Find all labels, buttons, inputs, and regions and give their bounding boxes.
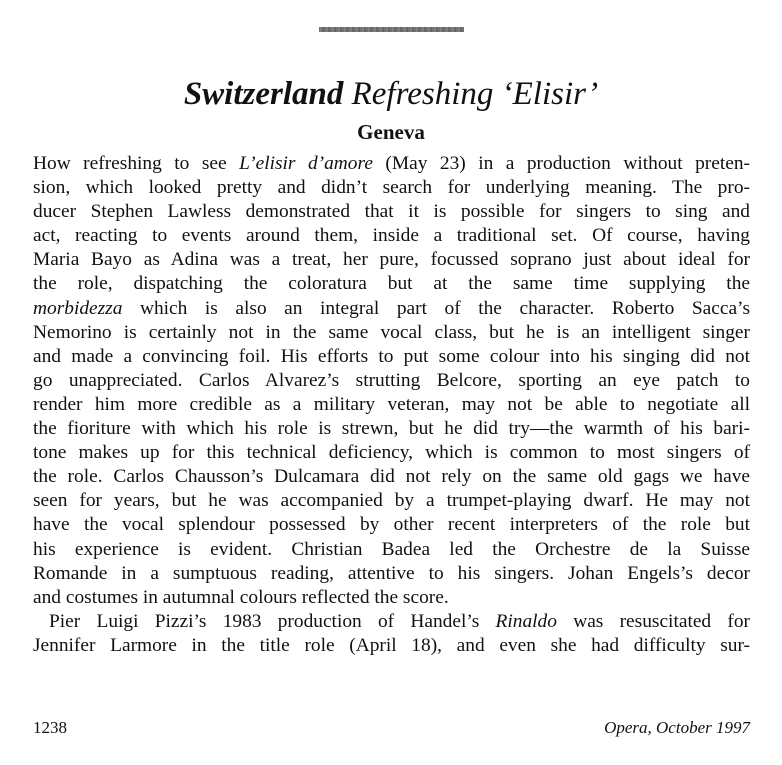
publication-footer: Opera, October 1997 [604,718,750,737]
text-run: sion, which looked pretty and didn’t search for underlying meaning. The pro- [33,177,750,199]
text-line [33,369,750,393]
text-line [33,586,750,610]
paragraph [33,610,750,658]
text-line [33,200,750,224]
text-run: seen for years, but he was accompanied by a trumpet-playing dwarf. He may not [33,490,750,512]
text-run: and costumes in autumnal colours reflected the score. [33,586,449,608]
text-line [33,441,750,465]
text-run: the fioriture with which his role is strewn, but he did try—the warmth of his bari- [33,418,750,440]
text-run: his experience is evident. Christian Badea led the Orchestre de la Suisse [33,538,750,560]
text-line [33,224,750,248]
text-run: Maria Bayo as Adina was a treat, her pure, focussed soprano just about ideal for [33,249,750,271]
text-run: Jennifer Larmore in the title role (April 18), and even she had difficulty sur- [33,634,750,656]
paragraph [33,152,750,610]
text-run: How refreshing to see [33,153,240,174]
text-run: Romande in a sumptuous reading, attentive to his singers. Johan Engels’s decor [33,562,750,584]
text-line [33,393,750,417]
text-run: Nemorino is certainly not in the same vocal class, but he is an intelligent singer [33,321,750,343]
text-line [33,417,750,441]
text-run: act, reacting to events around them, inside a traditional set. Of course, having [33,225,750,247]
text-line [33,272,750,296]
italic-title: morbidezza [33,297,123,319]
text-run: have the vocal splendour possessed by other recent interpreters of the role but [33,514,750,536]
text-run: was resuscitated for [556,610,750,632]
text-run: and made a convincing foil. His efforts to put some colour into his singing did not [33,345,750,367]
article-city: Geneva [357,120,425,144]
text-line [33,489,750,513]
article-title [0,74,782,114]
text-line [33,465,750,489]
article-body [33,152,750,658]
text-line [33,562,750,586]
text-run: tone makes up for this technical deficiency, which is common to most singers of [33,442,750,464]
text-line [33,513,750,537]
title-country: Switzerland [183,76,344,112]
text-line [33,297,750,321]
italic-title: L’elisir d’amore [239,153,373,174]
text-line [33,248,750,272]
text-run: (May 23) in a production without preten- [372,153,750,174]
text-line [33,152,750,176]
text-run: ducer Stephen Lawless demonstrated that it is possible for singers to sing and [33,201,750,223]
italic-title: Rinaldo [495,610,557,632]
text-run: render him more credible as a military veteran, may not be able to negotiate all [33,393,750,415]
text-line [33,634,750,658]
text-run: the role. Carlos Chausson’s Dulcamara did not rely on the same old gags we have [33,466,750,488]
text-line [33,176,750,200]
top-rule [319,27,464,32]
text-line [33,345,750,369]
text-run: which is also an integral part of the character. Roberto Sacca’s [122,297,750,319]
text-line [33,538,750,562]
title-headline: Refreshing ‘Elisir’ [351,76,599,112]
text-run: Pier Luigi Pizzi’s 1983 production of Handel’s [49,610,496,632]
text-line [33,321,750,345]
text-run: go unappreciated. Carlos Alvarez’s strutting Belcore, sporting an eye patch to [33,369,750,391]
text-line [33,610,750,634]
page-number: 1238 [33,718,67,737]
text-run: the role, dispatching the coloratura but at the same time supplying the [33,273,750,295]
